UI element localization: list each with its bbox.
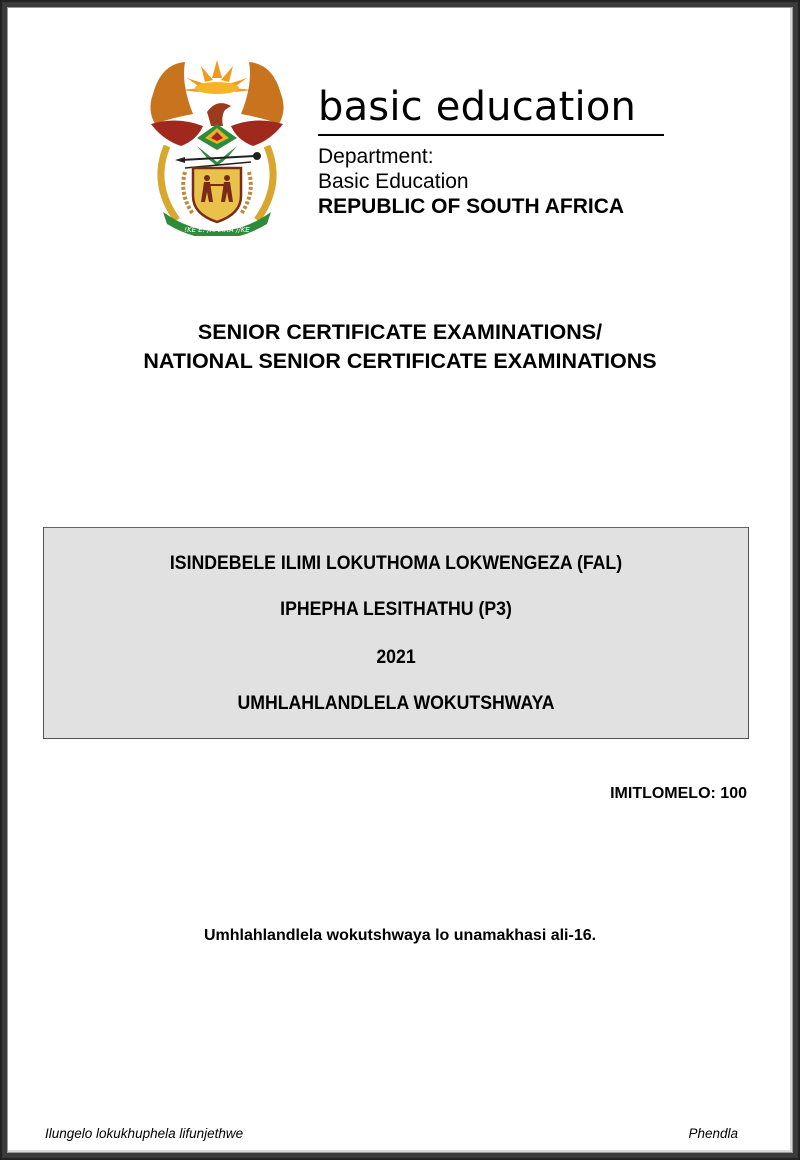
department-label: Department: (318, 145, 434, 168)
exam-title-line2: NATIONAL SENIOR CERTIFICATE EXAMINATIONS (143, 349, 657, 373)
paper-number: IPHEPHA LESITHATHU (P3) (280, 599, 512, 620)
svg-text:!KE E: /XARRA //KE: !KE E: /XARRA //KE (184, 226, 250, 234)
coat-of-arms-icon (141, 54, 293, 236)
department-name: Basic Education (318, 170, 469, 193)
exam-title-line1: SENIOR CERTIFICATE EXAMINATIONS/ (197, 320, 603, 344)
exam-year: 2021 (376, 647, 416, 668)
country-name: REPUBLIC OF SOUTH AFRICA (318, 195, 625, 218)
footer-copyright: Ilungelo lokukhuphela lifunjethwe (45, 1126, 244, 1141)
footer-turn-over: Phendla (688, 1126, 738, 1141)
logo-wordmark: basic education (318, 84, 637, 130)
total-marks: IMITLOMELO: 100 (610, 785, 747, 802)
department-logo (310, 86, 670, 219)
exam-title (8, 318, 792, 376)
page-count-note: Umhlahlandlela wokutshwaya lo unamakhasi ali-16. (203, 927, 597, 944)
subject-name: ISINDEBELE ILIMI LOKUTHOMA LOKWENGEZA (FAL) (169, 553, 623, 574)
logo-divider (318, 134, 664, 136)
subject-box (43, 527, 749, 739)
document-type: UMHLAHLANDLELA WOKUTSHWAYA (237, 693, 555, 714)
document-page (8, 8, 792, 1152)
